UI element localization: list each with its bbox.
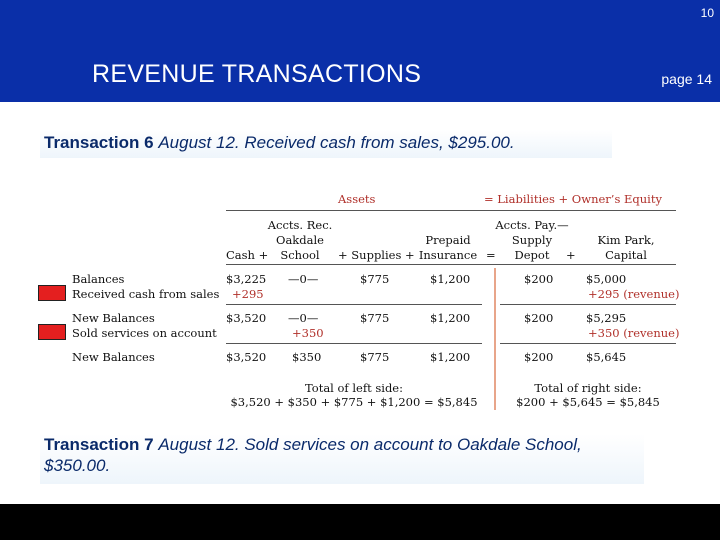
cell-nb2-ar: $350 [292,350,322,364]
page-title: REVENUE TRANSACTIONS [92,60,422,88]
acct-rec-header-1: Accts. Rec. [267,218,333,232]
total-right-label: Total of right side: [534,381,642,395]
cell-received-capital: +295 (revenue) [588,287,680,301]
cell-balances-supplies: $775 [360,272,390,286]
slide-footer [0,504,720,540]
cell-nb2-supplies: $775 [360,350,390,364]
cell-nb1-capital: $5,295 [586,311,627,325]
slide-number: 10 [700,6,714,20]
cell-nb2-prepaid: $1,200 [430,350,471,364]
liabilities-equity-header: = Liabilities + Owner’s Equity [484,192,662,206]
acct-rec-header-3: School [280,248,320,262]
cell-nb1-cash: $3,520 [226,311,267,325]
acct-rec-header-2: Oakdale [276,233,324,247]
cell-balances-cash: $3,225 [226,272,267,286]
cash-header: Cash + [226,248,269,262]
rule-left-1 [226,304,482,305]
rule-left-2 [226,343,482,344]
cell-balances-capital: $5,000 [586,272,627,286]
row-label-sold-services: Sold services on account [72,326,217,340]
total-right-calc: $200 + $5,645 = $5,845 [516,395,660,409]
column-header-rule [226,264,676,265]
rule-right-2 [500,343,676,344]
cell-nb1-ap: $200 [524,311,554,325]
plus-header: + [566,248,576,262]
total-left-calc: $3,520 + $350 + $775 + $1,200 = $5,845 [230,395,478,409]
transaction-7-text [40,434,644,484]
row-label-new-balances-2: New Balances [72,350,155,364]
equals-divider [494,268,496,410]
header-rule [226,210,676,211]
transaction-6-label: Transaction 6 [44,133,154,152]
assets-header: Assets [338,192,376,206]
row-pointer-sold-services [38,324,66,340]
equals-header: = [486,248,496,262]
row-label-balances: Balances [72,272,125,286]
cell-received-cash: +295 [232,287,264,301]
rule-right-1 [500,304,676,305]
slide-header [0,0,720,102]
cell-nb1-ar: —0— [288,311,319,325]
cell-balances-ar: —0— [288,272,319,286]
acct-pay-header-1: Accts. Pay.— [495,218,569,232]
cell-nb1-supplies: $775 [360,311,390,325]
cell-nb2-capital: $5,645 [586,350,627,364]
cell-balances-prepaid: $1,200 [430,272,471,286]
accounting-equation-table [64,188,694,413]
transaction-6-text [40,130,612,158]
total-left-label: Total of left side: [305,381,403,395]
transaction-6-description: August 12. Received cash from sales, $295.00. [158,133,515,152]
supplies-header: + Supplies + [338,248,415,262]
transaction-7-description: August 12. Sold services on account to Oakdale School, $350.00. [44,435,582,475]
cell-nb1-prepaid: $1,200 [430,311,471,325]
capital-header-1: Kim Park, [597,233,655,247]
cell-sold-ar: +350 [292,326,324,340]
prepaid-header-1: Prepaid [425,233,471,247]
cell-sold-capital: +350 (revenue) [588,326,680,340]
row-label-new-balances-1: New Balances [72,311,155,325]
cell-balances-ap: $200 [524,272,554,286]
row-label-received-cash: Received cash from sales [72,287,220,301]
page-reference: page 14 [661,71,712,87]
transaction-7-label: Transaction 7 [44,435,154,454]
cell-nb2-ap: $200 [524,350,554,364]
cell-nb2-cash: $3,520 [226,350,267,364]
capital-header-2: Capital [605,248,647,262]
row-pointer-received-cash [38,285,66,301]
acct-pay-header-3: Depot [514,248,550,262]
prepaid-header-2: Insurance [418,248,478,262]
acct-pay-header-2: Supply [511,233,553,247]
